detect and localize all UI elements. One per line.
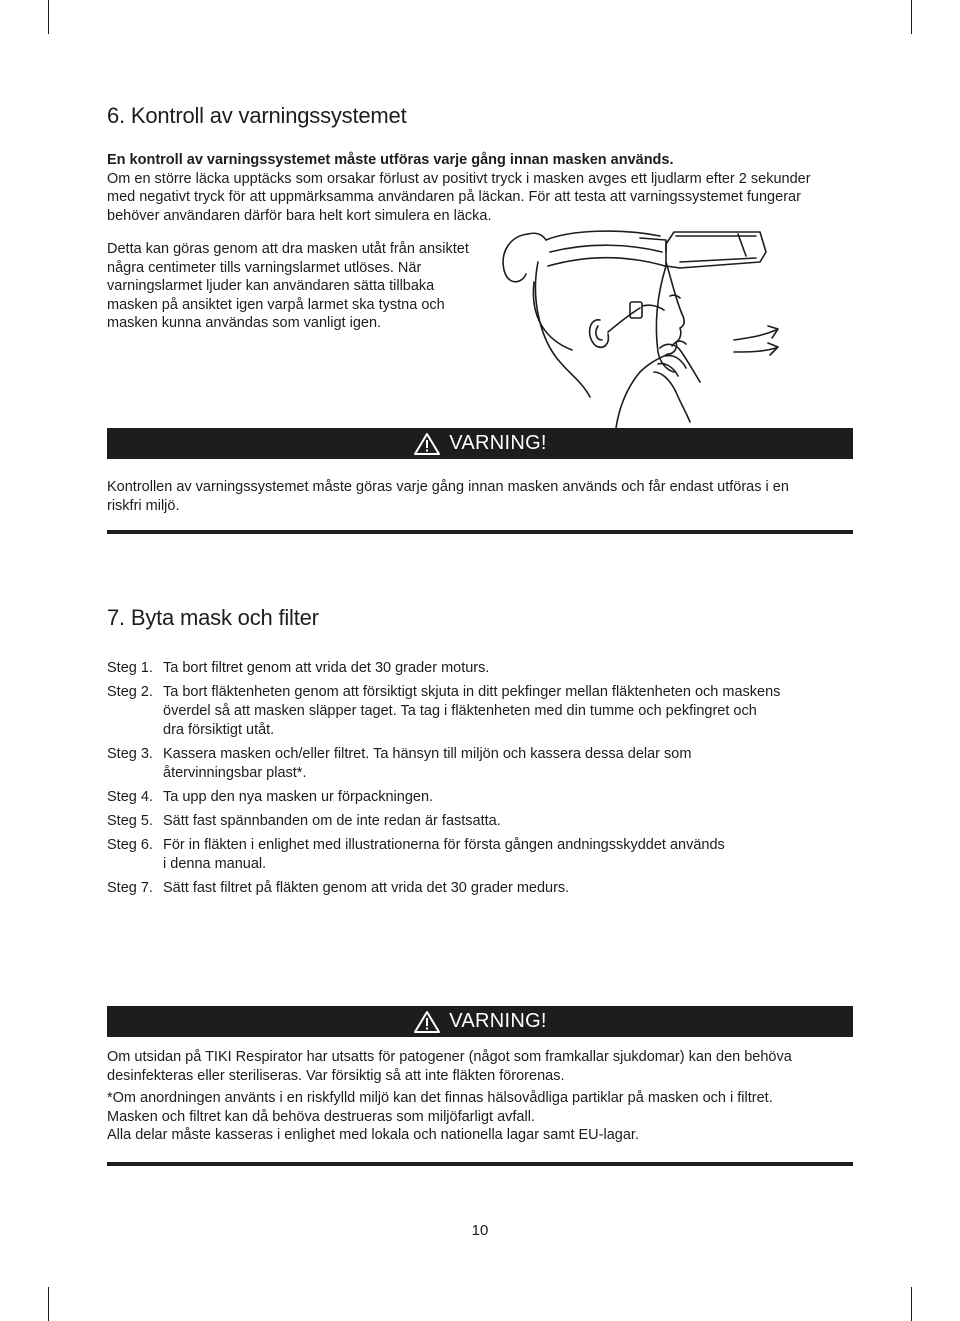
para2-line5: masken kunna användas som vanligt igen. [107,315,382,331]
step-item [107,788,853,807]
crop-mark-bottom-right [911,1287,912,1321]
para1-line1: Om en större läcka upptäcks som orsakar förlust av positivt tryck i masken avges ett ljudlarm efter 2 sekunder [107,170,811,187]
section-6-para2 [107,240,507,333]
warning-banner-1-title: VARNING! [449,432,547,454]
step-number: Steg 5. [107,813,153,829]
step-number: Steg 3. [107,746,153,762]
step-line: i denna manual. [163,856,267,872]
step-line: återvinningsbar plast*. [163,765,307,781]
step-line: överdel så att masken släpper taget. Ta tag i fläktenheten med din tumme och pekfingret och [163,703,757,719]
para1-line3: behöver användaren därför bara helt kort simulera en läcka. [107,207,492,224]
step-description [163,683,853,740]
step-description [163,659,853,678]
steps-list [107,659,853,903]
step-description [163,812,853,831]
step-description [163,836,853,874]
warning-1-text [107,478,853,515]
step-item [107,879,853,898]
para2-line1: Detta kan göras genom att dra masken utåt från ansiktet [107,241,469,257]
step-item [107,812,853,831]
warning-2-line5: Alla delar måste kasseras i enlighet med lokala och nationella lagar samt EU-lagar. [107,1127,639,1143]
warning-2-line4: Masken och filtret kan då behöva destrueras som miljöfarligt avfall. [107,1108,535,1125]
warning-banner-1 [107,428,853,459]
step-number: Steg 2. [107,684,153,700]
warning-1-line1: Kontrollen av varningssystemet måste göras varje gång innan masken används och får endast utföras i en [107,479,789,495]
step-line: Sätt fast filtret på fläkten genom att vrida det 30 grader medurs. [163,880,570,896]
lead-bold: En kontroll av varningssystemet måste utföras varje gång innan masken används. [107,152,674,168]
para2-line2: några centimeter tills varningslarmet utlöses. När [107,259,422,276]
step-number: Steg 1. [107,660,153,676]
warning-2-line1: Om utsidan på TIKI Respirator har utsatts för patogener (något som framkallar sjukdomar) kan den behöva [107,1049,792,1065]
step-description [163,879,853,898]
warning-2-line2: desinfekteras eller steriliseras. Var försiktig så att inte fläkten förorenas. [107,1067,565,1084]
crop-mark-top-left [48,0,49,34]
warning-2-text [107,1048,853,1145]
para2-line3: varningslarmet ljuder kan användaren sätta tillbaka [107,278,435,294]
step-line: Ta bort filtret genom att vrida det 30 grader moturs. [163,660,490,676]
step-line: Ta bort fläktenheten genom att försiktigt skjuta in ditt pekfinger mellan fläktenheten och maskens [163,684,781,700]
step-line: Kassera masken och/eller filtret. Ta hänsyn till miljön och kassera dessa delar som [163,746,692,762]
section-7-title: 7. Byta mask och filter [107,605,319,630]
step-item [107,836,853,874]
step-line: dra försiktigt utåt. [163,722,275,738]
step-number: Steg 7. [107,880,153,896]
para2-line4: masken på ansiktet igen varpå larmet ska tystna och [107,296,445,313]
divider-rule-2 [107,1162,853,1166]
step-line: Ta upp den nya masken ur förpackningen. [163,789,434,805]
step-line: Sätt fast spännbanden om de inte redan är fastsatta. [163,813,501,829]
section-6-title: 6. Kontroll av varningssystemet [107,103,407,128]
mask-test-illustration [490,222,790,432]
step-description [163,745,853,783]
warning-triangle-icon [413,432,441,456]
step-item [107,745,853,783]
crop-mark-bottom-left [48,1287,49,1321]
para1-line2: med negativt tryck för att uppmärksamma användaren på läckan. För att testa att varningssystemet fungerar [107,189,801,205]
step-number: Steg 6. [107,837,153,853]
step-item [107,683,853,740]
section-6-intro [107,151,867,225]
warning-triangle-icon [413,1010,441,1034]
warning-banner-2 [107,1006,853,1037]
warning-banner-2-title: VARNING! [449,1010,547,1032]
divider-rule-1 [107,530,853,534]
crop-mark-top-right [911,0,912,34]
step-number: Steg 4. [107,789,153,805]
step-description [163,788,853,807]
step-line: För in fläkten i enlighet med illustrationerna för första gången andningsskyddet används [163,837,725,853]
warning-1-line2: riskfri miljö. [107,497,180,514]
step-item [107,659,853,678]
warning-2-line3: *Om anordningen använts i en riskfylld miljö kan det finnas hälsovådliga partiklar på masken och i filtret. [107,1090,773,1106]
page-number: 10 [471,1222,489,1239]
